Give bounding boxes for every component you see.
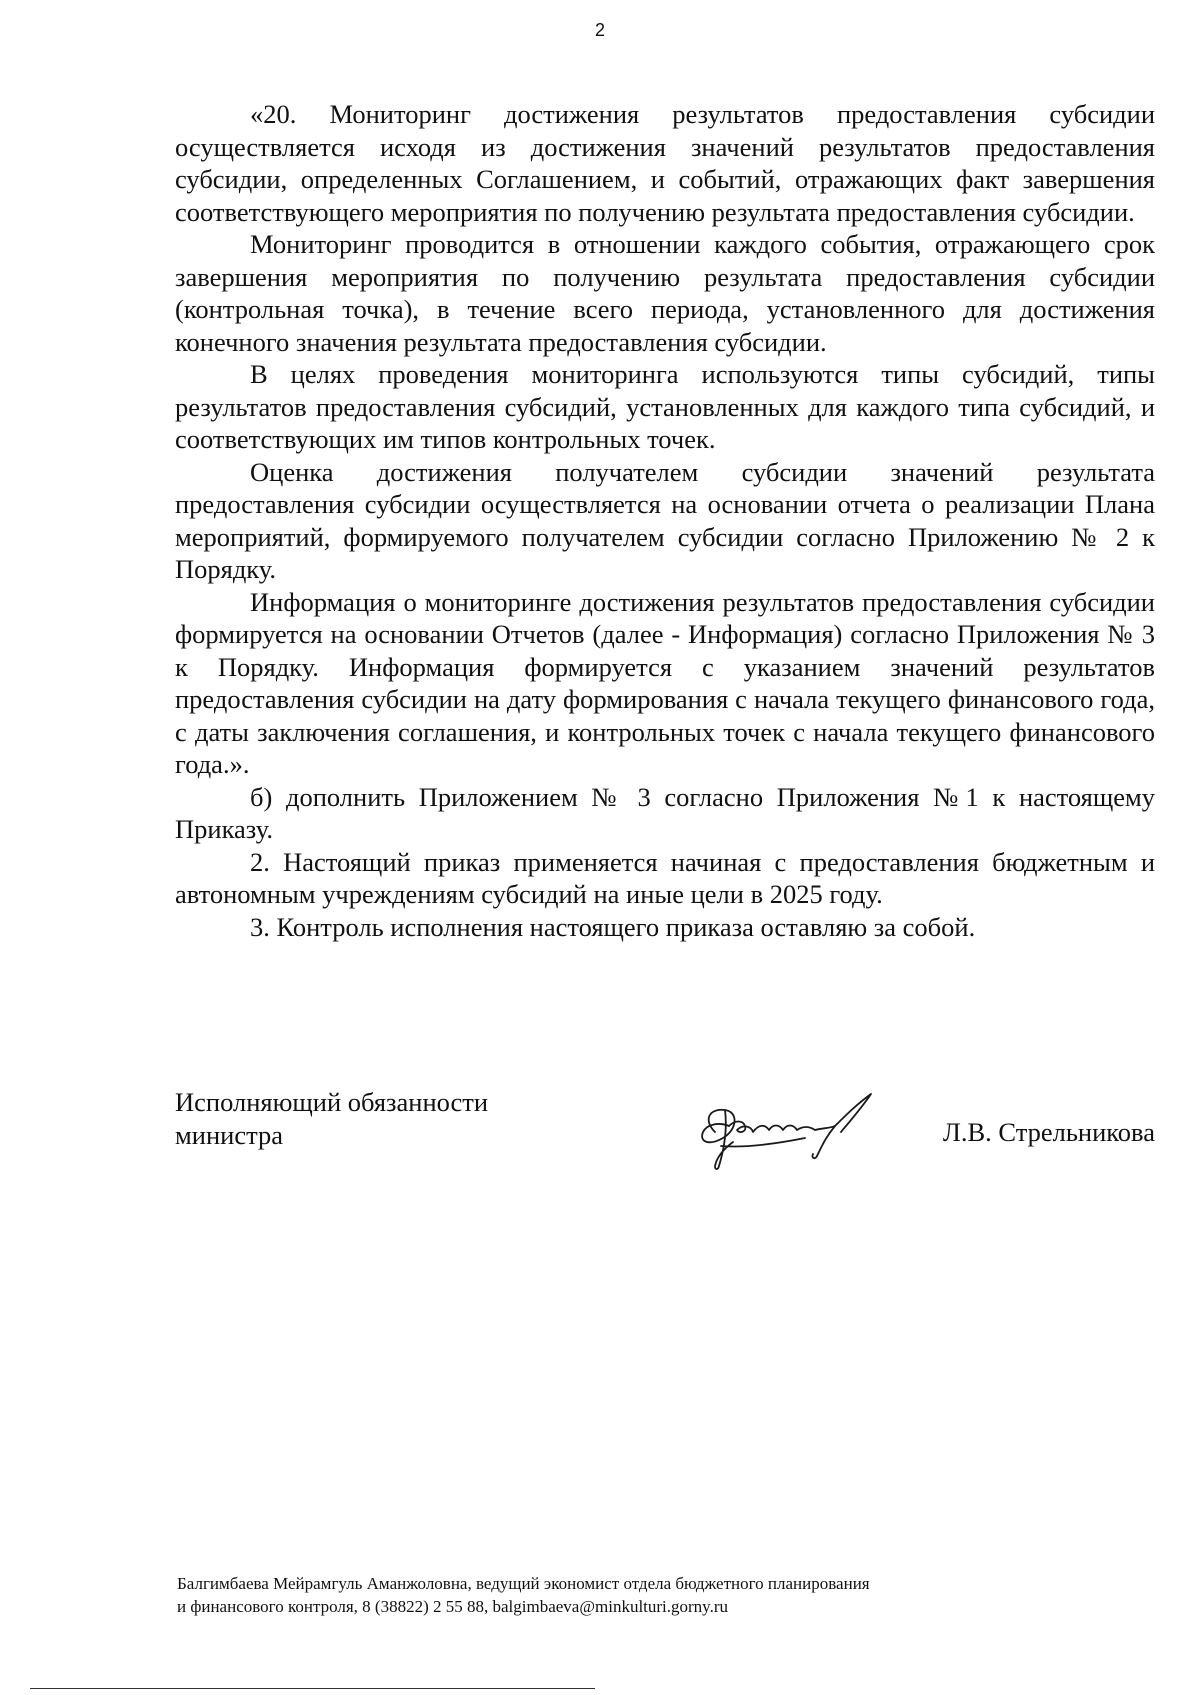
paragraph: Оценка достижения получателем субсидии значений результата предоставления субсидии осуществляется на основании отчета о реализации Плана мероприятий, формируемого получателем субсидии согласно Приложению № 2 к Порядку. — [175, 456, 1155, 584]
paragraph: Информация о мониторинге достижения результатов предоставления субсидии формируется на основании Отчетов (далее - Информация) согласно Приложения № 3 к Порядку. Информация формируется с указанием значений результатов предоставления субсидии на дату формирования с начала текущего финансового года, с даты заключения соглашения, и контрольных точек с начала текущего финансового года.». — [175, 586, 1155, 779]
contact-footer-line1: Балгимбаева Мейрамгуль Аманжоловна, ведущий экономист отдела бюджетного планирования — [177, 1574, 870, 1593]
handwritten-signature — [685, 1086, 915, 1176]
signer-position-line1: Исполняющий обязанности — [175, 1087, 489, 1117]
bottom-divider — [30, 1688, 595, 1689]
signer-position-line2: министра — [175, 1119, 283, 1150]
page-number: 2 — [594, 20, 605, 40]
paragraph: Мониторинг проводится в отношении каждого события, отражающего срок завершения мероприятия по получению результата предоставления субсидии (контрольная точка), в течение всего периода, установленного для достижения конечного значения результата предоставления субсидии. — [175, 229, 1155, 357]
paragraph: 3. Контроль исполнения настоящего приказа оставляю за собой. — [250, 911, 976, 942]
paragraph: «20. Мониторинг достижения результатов предоставления субсидии осуществляется исходя из достижения значений результатов предоставления субсидии, определенных Соглашением, и событий, отражающих факт завершения соответствующего мероприятия по получению результата предоставления субсидии. — [175, 99, 1155, 227]
contact-footer-line2: и финансового контроля, 8 (38822) 2 55 88, balgimbaeva@minkulturi.gorny.ru — [177, 1597, 728, 1616]
paragraph: В целях проведения мониторинга используются типы субсидий, типы результатов предоставления субсидий, установленных для каждого типа субсидий, и соответствующих им типов контрольных точек. — [175, 359, 1155, 454]
contact-footer — [177, 1572, 1177, 1618]
paragraph: б) дополнить Приложением № 3 согласно Приложения №1 к настоящему Приказу. — [175, 781, 1155, 844]
document-body — [175, 98, 1155, 943]
signer-name: Л.В. Стрельникова — [942, 1117, 1155, 1147]
signature-block — [175, 1086, 1155, 1176]
signer-position — [175, 1086, 595, 1151]
paragraph: 2. Настоящий приказ применяется начиная с предоставления бюджетным и автономным учреждениям субсидий на иные цели в 2025 году. — [175, 846, 1155, 909]
